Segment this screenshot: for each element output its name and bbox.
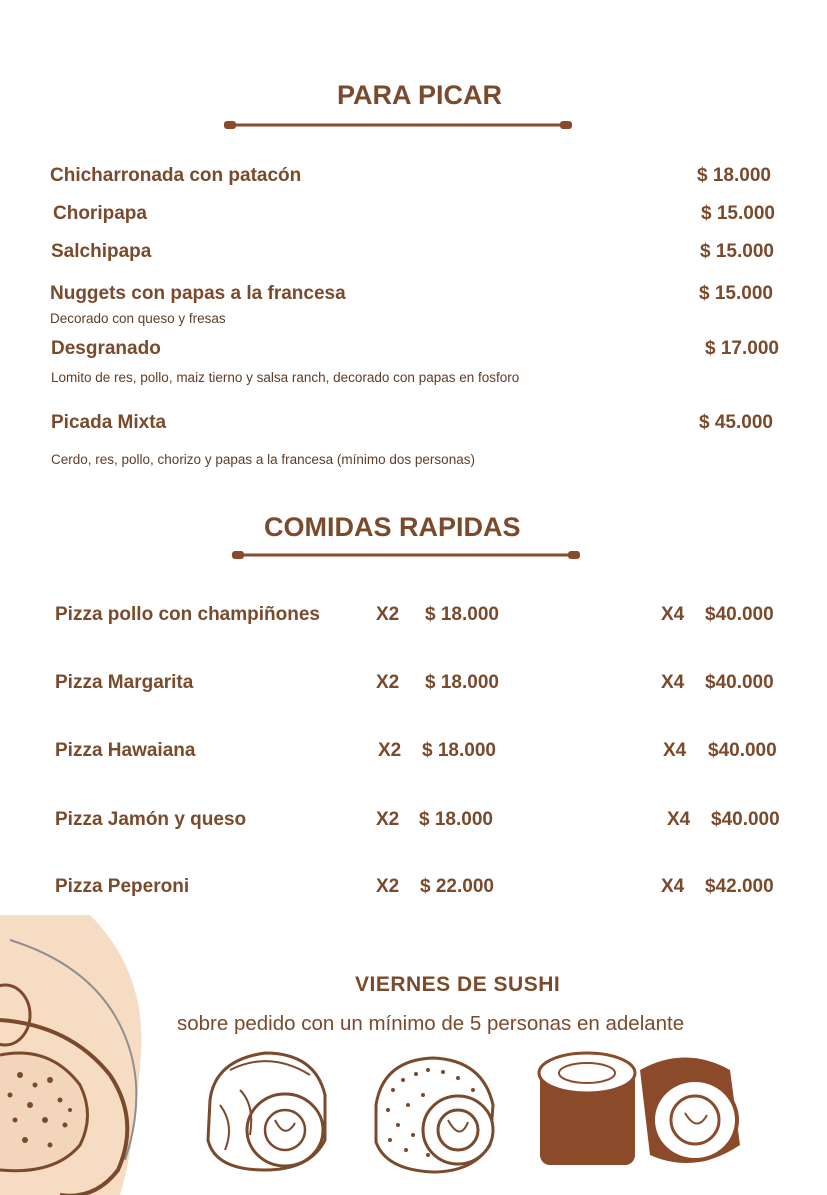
pizza-name: Pizza Margarita [55, 672, 194, 693]
menu-item-price: $ 17.000 [705, 338, 779, 359]
sushi-title: VIERNES DE SUSHI [355, 973, 561, 996]
size-x4-label: X4 [663, 740, 687, 761]
menu-item-name: Picada Mixta [51, 412, 167, 433]
price-x4: $40.000 [711, 809, 780, 830]
sushi-maki-icon [535, 1045, 750, 1175]
menu-item-name: Choripapa [53, 203, 147, 224]
size-x2-label: X2 [378, 740, 402, 761]
sushi-roll-icon [200, 1045, 332, 1175]
size-x4-label: X4 [667, 809, 691, 830]
price-x4: $40.000 [708, 740, 777, 761]
pizza-name: Pizza pollo con champiñones [55, 604, 320, 625]
size-x2-label: X2 [376, 604, 400, 625]
menu-item-price: $ 15.000 [701, 203, 775, 224]
menu-item-name: Salchipapa [51, 241, 152, 262]
pizza-name: Pizza Peperoni [55, 876, 190, 897]
price-x4: $42.000 [705, 876, 774, 897]
menu-item-name: Chicharronada con patacón [50, 165, 302, 186]
section-title-comidas-rapidas: COMIDAS RAPIDAS [264, 512, 521, 542]
size-x4-label: X4 [661, 876, 685, 897]
price-x2: $ 18.000 [422, 740, 496, 761]
menu-item-price: $ 15.000 [700, 241, 774, 262]
size-x4-label: X4 [661, 672, 685, 693]
price-x2: $ 18.000 [425, 672, 499, 693]
size-x2-label: X2 [376, 876, 400, 897]
menu-item-price: $ 15.000 [699, 283, 773, 304]
section-title-para-picar: PARA PICAR [337, 80, 503, 110]
price-x2: $ 18.000 [419, 809, 493, 830]
size-x2-label: X2 [376, 809, 400, 830]
menu-item-name: Nuggets con papas a la francesa [50, 283, 346, 304]
pizza-name: Pizza Hawaiana [55, 740, 196, 761]
price-x4: $40.000 [705, 672, 774, 693]
pizza-name: Pizza Jamón y queso [55, 809, 247, 830]
price-x4: $40.000 [705, 604, 774, 625]
menu-item-description: Lomito de res, pollo, maiz tierno y salsa ranch, decorado con papas en fosforo [51, 370, 520, 385]
size-x4-label: X4 [661, 604, 685, 625]
section-divider [222, 118, 574, 132]
sushi-subtitle: sobre pedido con un mínimo de 5 personas en adelante [177, 1012, 685, 1035]
menu-item-name: Desgranado [51, 338, 161, 359]
price-x2: $ 22.000 [420, 876, 494, 897]
menu-item-description: Decorado con queso y fresas [50, 311, 226, 326]
menu-item-description: Cerdo, res, pollo, chorizo y papas a la francesa (mínimo dos personas) [51, 452, 475, 467]
section-divider [230, 548, 582, 562]
food-illustration [0, 915, 150, 1195]
menu-item-price: $ 45.000 [699, 412, 773, 433]
menu-item-price: $ 18.000 [697, 165, 771, 186]
size-x2-label: X2 [376, 672, 400, 693]
sushi-sesame-roll-icon [368, 1050, 503, 1175]
price-x2: $ 18.000 [425, 604, 499, 625]
